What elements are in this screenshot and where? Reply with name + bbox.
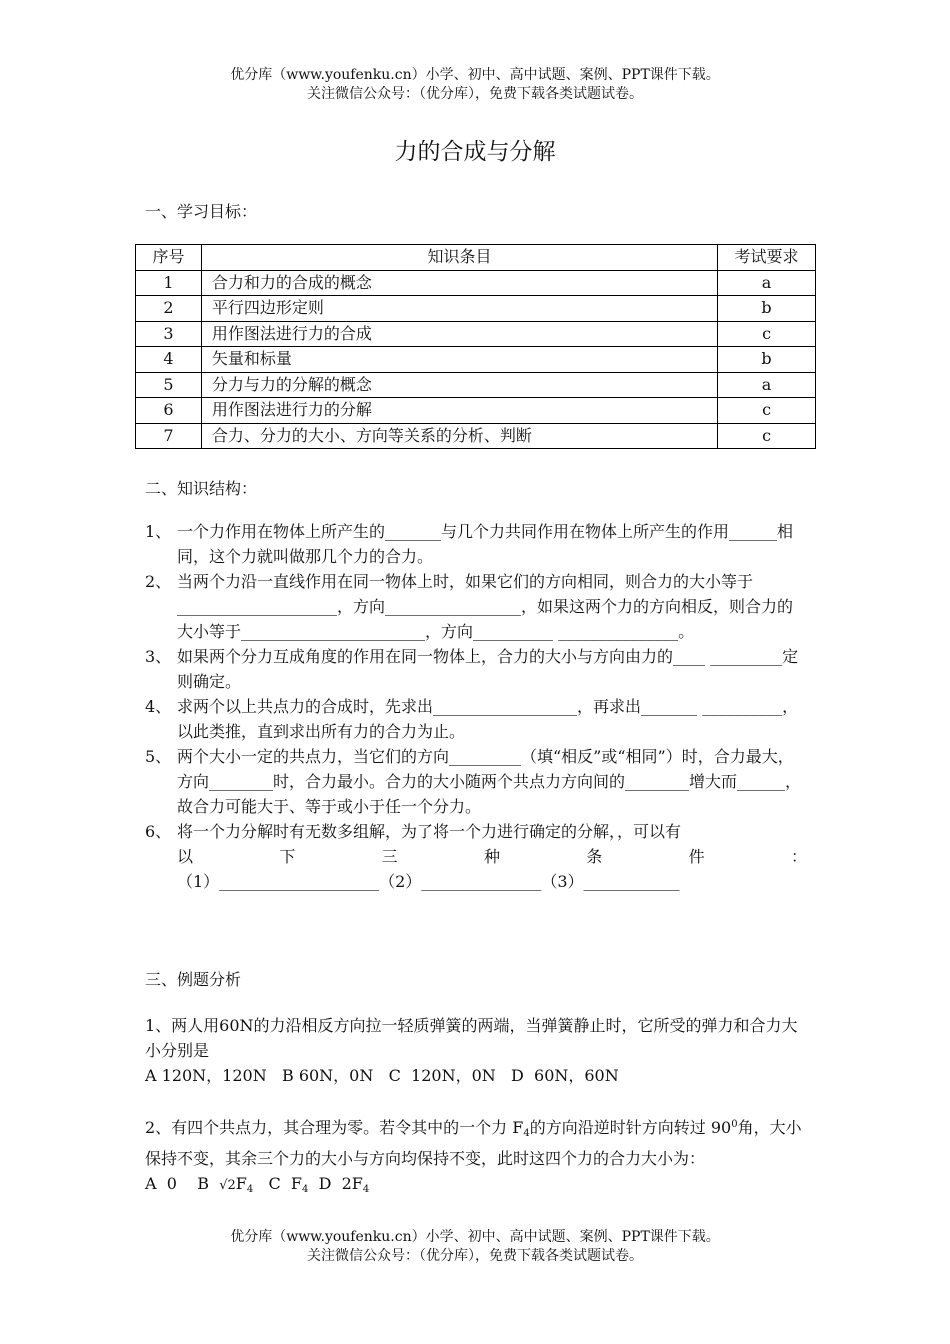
- row-item: 矢量和标量: [201, 347, 717, 373]
- row-requirement: c: [718, 423, 816, 449]
- row-requirement: a: [718, 270, 816, 296]
- list-item: [145, 819, 807, 894]
- superscript: 0: [731, 1119, 738, 1130]
- question-text: 1、两人用60N的力沿相反方向拉一轻质弹簧的两端，当弹簧静止时，它所受的弹力和合力大小分别是: [145, 1016, 798, 1060]
- spread-char: 种: [483, 847, 500, 866]
- option-text: F: [235, 1174, 247, 1193]
- list-item: [145, 569, 807, 644]
- option-text: D 2F: [308, 1174, 363, 1193]
- text-part: 角，大小保持不变，其余三个力的大小与方向均保持不变，此时这四个力的合力大小为：: [145, 1118, 802, 1168]
- list-item: [145, 644, 807, 694]
- row-item: 合力和力的合成的概念: [201, 270, 717, 296]
- table-row: [136, 321, 816, 347]
- page-header: [0, 66, 950, 104]
- row-item: 用作图法进行力的合成: [201, 321, 717, 347]
- item-text: [177, 819, 807, 894]
- table-row: [136, 372, 816, 398]
- table-row: [136, 270, 816, 296]
- list-item: [145, 744, 807, 819]
- row-requirement: c: [718, 398, 816, 424]
- item-number: 5、: [145, 747, 172, 766]
- sqrt-symbol: √2: [219, 1178, 236, 1193]
- item-number: 3、: [145, 647, 172, 666]
- item-6-line-3: （1）____________________（2）_______________（3）____________: [177, 872, 680, 891]
- subscript: 4: [302, 1184, 309, 1195]
- question-options: A 120N，120N B 60N，0N C 120N，0N D 60N，60N: [145, 1066, 619, 1085]
- header-line-1: 优分库（www.youfenku.cn）小学、初中、高中试题、案例、PPT课件下载。: [230, 67, 720, 83]
- row-requirement: a: [718, 372, 816, 398]
- item-number: 2、: [145, 572, 172, 591]
- spread-char: 条: [586, 847, 603, 866]
- item-6-line-1: 将一个力分解时有无数多组解，为了将一个力进行确定的分解，，可以有: [177, 822, 682, 841]
- spread-char: 下: [279, 847, 296, 866]
- spread-char: 以: [177, 847, 194, 866]
- list-item: [145, 694, 807, 744]
- list-item: [145, 519, 807, 569]
- table-row: [136, 398, 816, 424]
- option-text: C F: [253, 1174, 303, 1193]
- subscript: 4: [246, 1184, 254, 1195]
- table-row: [136, 347, 816, 373]
- text-part: 2、有四个共点力，其合理为零。若令其中的一个力 F: [145, 1118, 524, 1137]
- row-requirement: b: [718, 296, 816, 322]
- row-requirement: c: [718, 321, 816, 347]
- row-number: 3: [136, 321, 202, 347]
- table-row: [136, 423, 816, 449]
- row-number: 2: [136, 296, 202, 322]
- spread-char: 三: [381, 847, 398, 866]
- table-row: [136, 296, 816, 322]
- example-question-2: [145, 1112, 807, 1202]
- subscript: 4: [362, 1184, 370, 1195]
- footer-line-2: 关注微信公众号：（优分库），免费下载各类试题试卷。: [307, 1248, 643, 1264]
- row-item: 合力、分力的大小、方向等关系的分析、判断: [201, 423, 717, 449]
- footer-line-1: 优分库（www.youfenku.cn）小学、初中、高中试题、案例、PPT课件下载。: [230, 1229, 720, 1245]
- row-number: 5: [136, 372, 202, 398]
- table-header-row: [136, 245, 816, 271]
- column-header: 知识条目: [201, 245, 717, 271]
- row-item: 用作图法进行力的分解: [201, 398, 717, 424]
- item-number: 1、: [145, 522, 172, 541]
- spread-char: 件: [688, 847, 705, 866]
- goals-table: [135, 244, 816, 449]
- section-2-heading: 二、知识结构：: [145, 479, 258, 498]
- row-requirement: b: [718, 347, 816, 373]
- row-number: 4: [136, 347, 202, 373]
- item-6-line-2: [177, 844, 807, 869]
- subscript: 4: [523, 1128, 530, 1139]
- example-question-1: [145, 1013, 807, 1088]
- item-number: 6、: [145, 822, 172, 841]
- item-text: 当两个力沿一直线作用在同一物体上时，如果它们的方向相同，则合力的大小等于____________________，方向_________________，如果这两个力的方向相反，则合力的大小等于_______________________，方向__________ _______________。: [177, 572, 794, 641]
- header-line-2: 关注微信公众号：（优分库），免费下载各类试题试卷。: [307, 86, 643, 102]
- row-item: 平行四边形定则: [201, 296, 717, 322]
- row-number: 1: [136, 270, 202, 296]
- page-title: 力的合成与分解: [394, 139, 556, 165]
- row-item: 分力与力的分解的概念: [201, 372, 717, 398]
- row-number: 7: [136, 423, 202, 449]
- item-text: 如果两个分力互成角度的作用在同一物体上，合力的大小与方向由力的____ _________定则确定。: [177, 647, 799, 691]
- column-header: 序号: [136, 245, 202, 271]
- item-number: 4、: [145, 697, 172, 716]
- column-header: 考试要求: [718, 245, 816, 271]
- item-text: 两个大小一定的共点力，当它们的方向_________（填“相反”或“相同”）时，合力最大，方向________时，合力最小。合力的大小随两个共点力方向间的________增大而______，故合力可能大于、等于或小于任一个分力。: [177, 747, 802, 816]
- row-number: 6: [136, 398, 202, 424]
- option-text: A 0 B: [145, 1174, 220, 1193]
- section-3-heading: 三、例题分析: [145, 970, 242, 989]
- question-text: [145, 1112, 807, 1171]
- section-1-heading: 一、学习目标：: [145, 202, 258, 221]
- spread-char: ：: [790, 847, 807, 866]
- text-part: 的方向沿逆时针方向转过 90: [529, 1118, 732, 1137]
- item-text: 一个力作用在物体上所产生的_______与几个力共同作用在物体上所产生的作用______相同，这个力就叫做那几个力的合力。: [177, 522, 794, 566]
- page-footer: [0, 1228, 950, 1266]
- item-text: 求两个以上共点力的合成时，先求出__________________，再求出_______ __________，以此类推，直到求出所有力的合力为止。: [177, 697, 799, 741]
- knowledge-structure-list: [145, 519, 807, 894]
- question-options: [145, 1171, 807, 1202]
